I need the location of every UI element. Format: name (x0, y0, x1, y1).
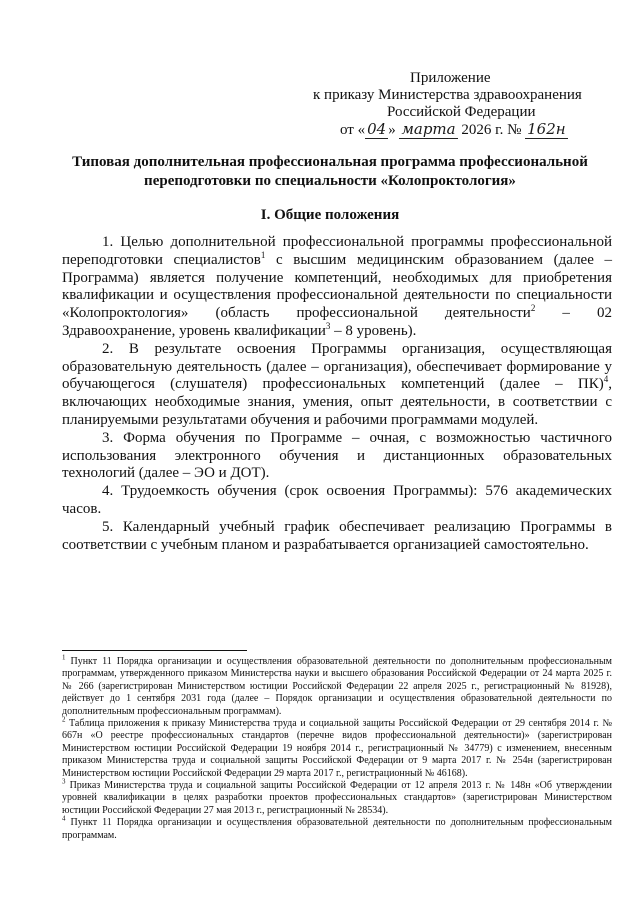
paragraph-2: 2. В результате освоения Программы организация, осуществляющая образовательную деятельность (далее – организация), обеспечивает формирование у обучающегося (слушателя) профессиональных компетенций (далее – ПК)$^4$, включающих необходимые знания, умения, опыт деятельности, в соответствии с планируемыми результатами обучения и рабочими программами модулей. (62, 340, 612, 428)
paragraph-5: 5. Календарный учебный график обеспечивает реализацию Программы в соответствии с учебным планом и разрабатывается организацией самостоятельно. (62, 518, 612, 553)
footnote-4: $^4$ Пункт 11 Порядка организации и осуществления образовательной деятельности по дополнительным профессиональным программам. (62, 814, 612, 841)
order-date-number: от « 04 » марта 2026 г. № 162н (340, 120, 566, 138)
footnote-ref: 1 (260, 249, 266, 260)
footnote-2: $^2$ Таблица приложения к приказу Министерства труда и социальной защиты Российской Федерации от 29 сентября 2014 г. № 667н «О реестре профессиональных стандартов (перечне видов профессиональной деятельности)» (зарегистрирован Министерством юстиции Российской Федерации 19 ноября 2014 г., регистрационный № 34779) с изменением, внесенным приказом Министерства труда и социальной защиты Российской Федерации от 9 марта 2017 г. № 254н (зарегистрирован Министерством юстиции Российской Федерации 29 марта 2017 г., регистрационный № 46168). (62, 715, 612, 779)
handwritten-month: марта (401, 120, 456, 138)
footnote-divider (62, 650, 247, 651)
ministry-country: Российской Федерации (387, 104, 536, 120)
footnote-ref: 3 (325, 320, 331, 331)
paragraph-4: 4. Трудоемкость обучения (срок освоения Программы): 576 академических часов. (62, 483, 612, 517)
appendix-label: Приложение (410, 70, 491, 86)
handwritten-order-number: 162н (527, 120, 566, 138)
handwritten-day: 04 (367, 120, 387, 138)
footnote-1: $^1$ Пункт 11 Порядка организации и осуществления образовательной деятельности по дополнительным профессиональным программам, утвержденного приказом Министерства науки и высшего образования Российской Федерации от 24 марта 2025 г. № 266 (зарегистрирован Министерством юстиции Российской Федерации 22 апреля 2025 г., регистрационный № 81928), действует до 1 сентября 2031 года (далее – Порядок организации и осуществления образовательной деятельности по дополнительным профессиональным программам). (62, 653, 612, 717)
document-body (62, 234, 612, 554)
footnotes (62, 653, 612, 842)
document-title: Типовая дополнительная профессиональная программа профессиональной переподготовки по специальности «Колопроктология» (72, 154, 588, 189)
order-reference: к приказу Министерства здравоохранения (313, 87, 582, 103)
footnote-ref: 4 (603, 374, 609, 385)
section-heading: I. Общие положения (260, 207, 400, 223)
paragraph-3: 3. Форма обучения по Программе – очная, с возможностью частичного использования электронного обучения и дистанционных образовательных технологий (далее – ЭО и ДОТ). (62, 429, 612, 482)
paragraph-1: 1. Целью дополнительной профессиональной программы профессиональной переподготовки специалистов$^1$ с высшим медицинским образованием (далее – Программа) является получение компетенций, необходимых для приобретения квалификации и осуществления профессиональной деятельности по специальности «Колопроктология» (область профессиональной деятельности$^2$ – 02 Здравоохранение, уровень квалификации$^3$ – 8 уровень). (62, 234, 613, 339)
order-header (300, 70, 600, 139)
footnote-3: $^3$ Приказ Министерства труда и социальной защиты Российской Федерации от 12 апреля 2013 г. № 148н «Об утверждении уровней квалификации в целях разработки проектов профессиональных стандартов» (зарегистрирован Министерством юстиции Российской Федерации 27 мая 2013 г., регистрационный № 28534). (62, 777, 612, 816)
footnote-ref: 2 (530, 303, 536, 314)
